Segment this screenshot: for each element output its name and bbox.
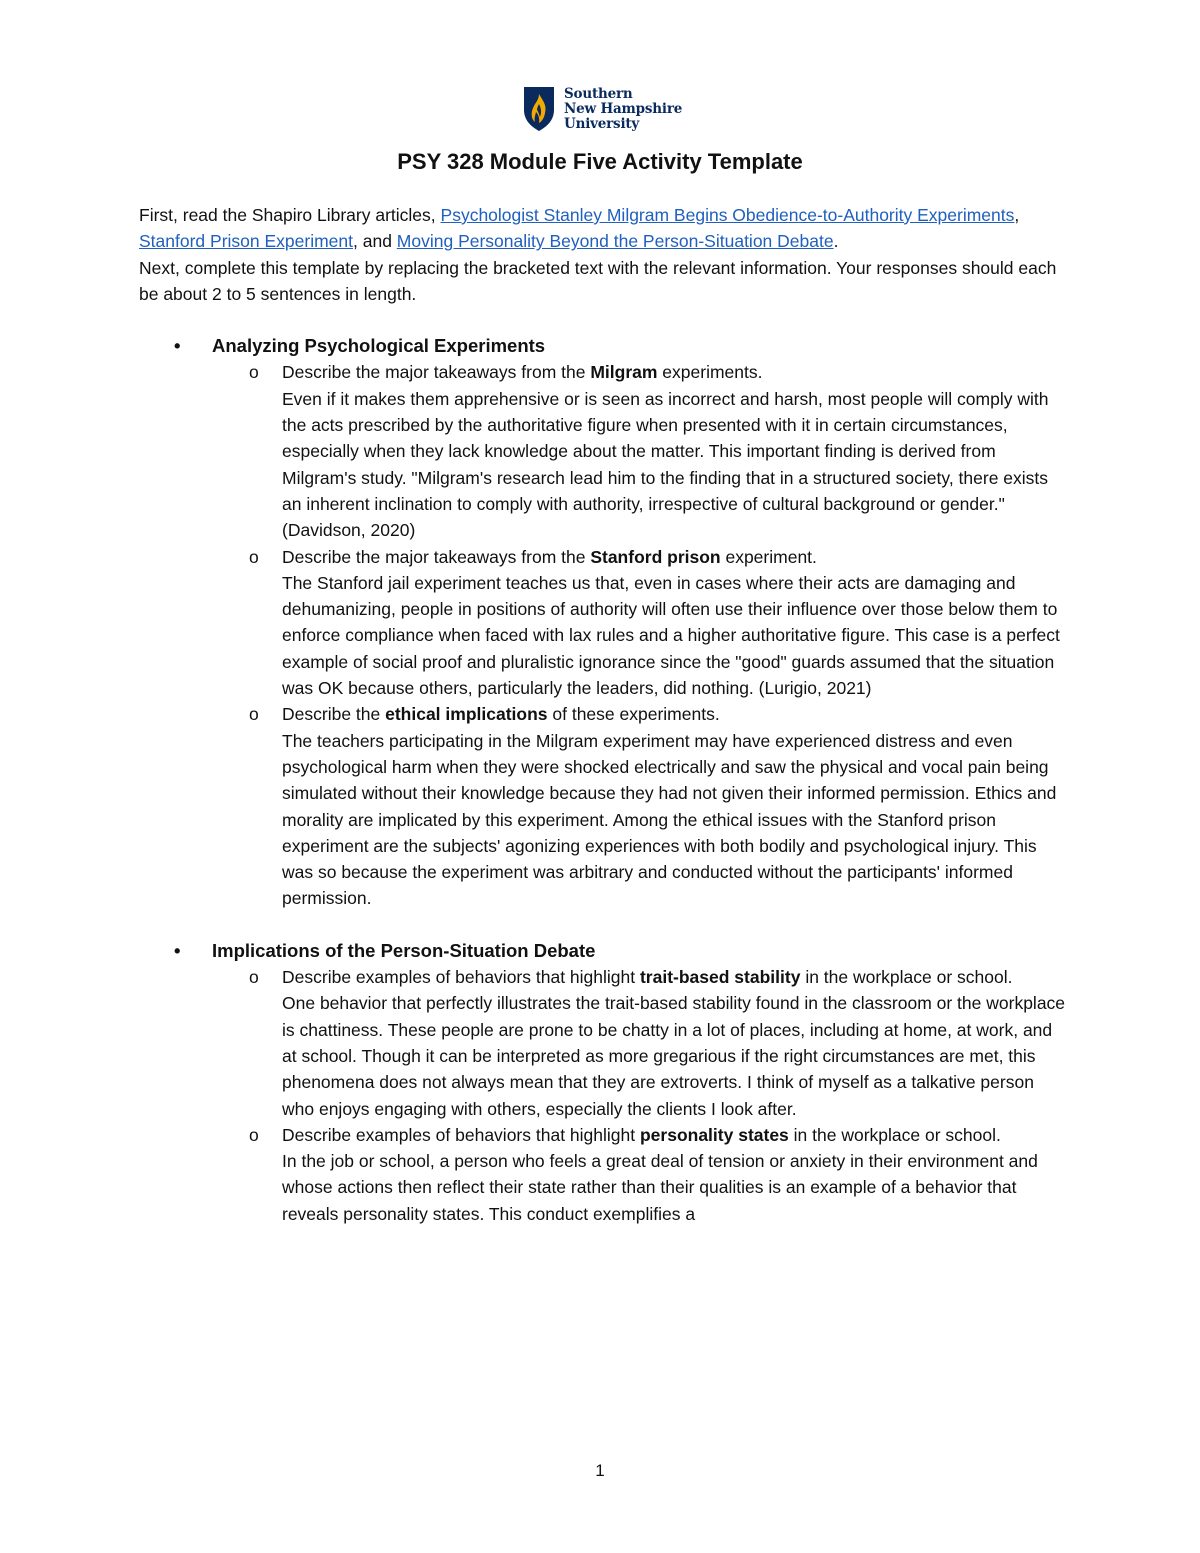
intro-text-c: , and [353,231,397,252]
intro-text-d: . [833,231,839,252]
prompt-ethics [139,701,1069,727]
sub-bullet-icon: o [249,704,259,725]
prompt-text: in the workplace or school. [800,967,1013,988]
section-heading-text: Analyzing Psychological Experiments [212,335,546,357]
prompt-milgram [139,359,1069,385]
prompt-text: experiments. [657,362,763,383]
logo-line-2: New Hampshire [564,100,683,117]
intro-text-b: , [1014,205,1020,225]
prompt-keyword: personality states [639,1124,789,1145]
snhu-logo [522,84,682,134]
document-title: PSY 328 Module Five Activity Template [397,149,803,174]
section-heading [139,333,1069,359]
sub-bullet-icon: o [249,967,259,988]
document-body [139,202,1069,1227]
prompt-text: of these experiments. [547,704,720,725]
section-analyzing-experiments [139,333,1069,912]
prompt-text: experiment. [720,546,817,567]
intro-paragraph [139,202,1069,255]
logo-line-1: Southern [564,85,633,102]
link-personality-article[interactable]: Moving Personality Beyond the Person-Situation Debate [396,231,834,252]
prompt-trait-stability [139,964,1069,990]
answer-personality-states: In the job or school, a person who feels a great deal of tension or anxiety in their environment and whose actions then reflect their state rather than their qualities is an example of a behavior that reveals personality states. This conduct exemplifies a [282,1151,1038,1224]
prompt-text: Describe examples of behaviors that highlight [282,1124,640,1145]
prompt-keyword: trait-based stability [639,967,801,988]
intro-text-a: First, read the Shapiro Library articles, [139,205,441,225]
prompt-keyword: ethical implications [385,704,548,725]
prompt-text: Describe the major takeaways from the [282,546,591,567]
bullet-icon: • [174,939,181,961]
answer-milgram: Even if it makes them apprehensive or is seen as incorrect and harsh, most people will comply with the acts prescribed by the authoritative figure when presented with it in certain circumstances, especially when they lack knowledge about the matter. This important finding is derived from Milgram's study. "Milgram's research lead him to the finding that in a structured society, there exists an inherent inclination to comply with authority, irrespective of cultural background or gender." (Davidson, 2020) [282,388,1049,541]
instructions-paragraph: Next, complete this template by replacing the bracketed text with the relevant information. Your responses should each be about 2 to 5 sentences in length. [139,257,1057,304]
sub-bullet-icon: o [249,362,259,383]
prompt-keyword: Stanford prison [590,546,721,567]
bullet-icon: • [174,335,181,357]
section-heading [139,938,1069,964]
answer-ethics: The teachers participating in the Milgram experiment may have experienced distress and even psychological harm when they were shocked electrically and saw the physical and vocal pain being simulated without their knowledge because they had not given their informed permission. Ethics and morality are implicated by this experiment. Among the ethical issues with the Stanford prison experiment are the subjects' agonizing experiences with both bodily and psychological injury. This was so because the experiment was arbitrary and conducted without the participants' informed permission. [282,730,1057,909]
prompt-keyword: Milgram [590,362,658,383]
sub-bullet-icon: o [249,546,259,567]
section-heading-text: Implications of the Person-Situation Debate [212,939,596,961]
prompt-text: Describe examples of behaviors that highlight [282,967,640,988]
snhu-shield-icon [522,86,556,132]
prompt-stanford [139,544,1069,570]
logo-line-3: University [564,115,640,132]
sub-bullet-icon: o [249,1124,259,1145]
answer-stanford: The Stanford jail experiment teaches us that, even in cases where their acts are damaging and dehumanizing, people in positions of authority will often use their influence over those below them to enforce compliance when faced with lax rules and a higher authoritative figure. This case is a perfect example of social proof and pluralistic ignorance since the "good" guards assumed that the situation was OK because others, particularly the leaders, did nothing. (Lurigio, 2021) [282,572,1060,699]
answer-trait-stability: One behavior that perfectly illustrates the trait-based stability found in the classroom or the workplace is chattiness. These people are prone to be chatty in a lot of places, including at home, at work, and at school. Though it can be interpreted as more gregarious if the right circumstances are met, this phenomena does not always mean that they are extroverts. I think of myself as a talkative person who enjoys engaging with others, especially the clients I look after. [282,993,1066,1119]
page-number: 1 [595,1461,605,1480]
prompt-personality-states [139,1122,1069,1148]
prompt-text: Describe the [282,704,386,725]
link-stanford-article[interactable]: Stanford Prison Experiment [139,231,353,252]
section-person-situation [139,938,1069,1227]
link-milgram-article[interactable]: Psychologist Stanley Milgram Begins Obedience-to-Authority Experiments [440,205,1015,225]
prompt-text: in the workplace or school. [788,1124,1001,1145]
prompt-text: Describe the major takeaways from the [282,362,591,383]
